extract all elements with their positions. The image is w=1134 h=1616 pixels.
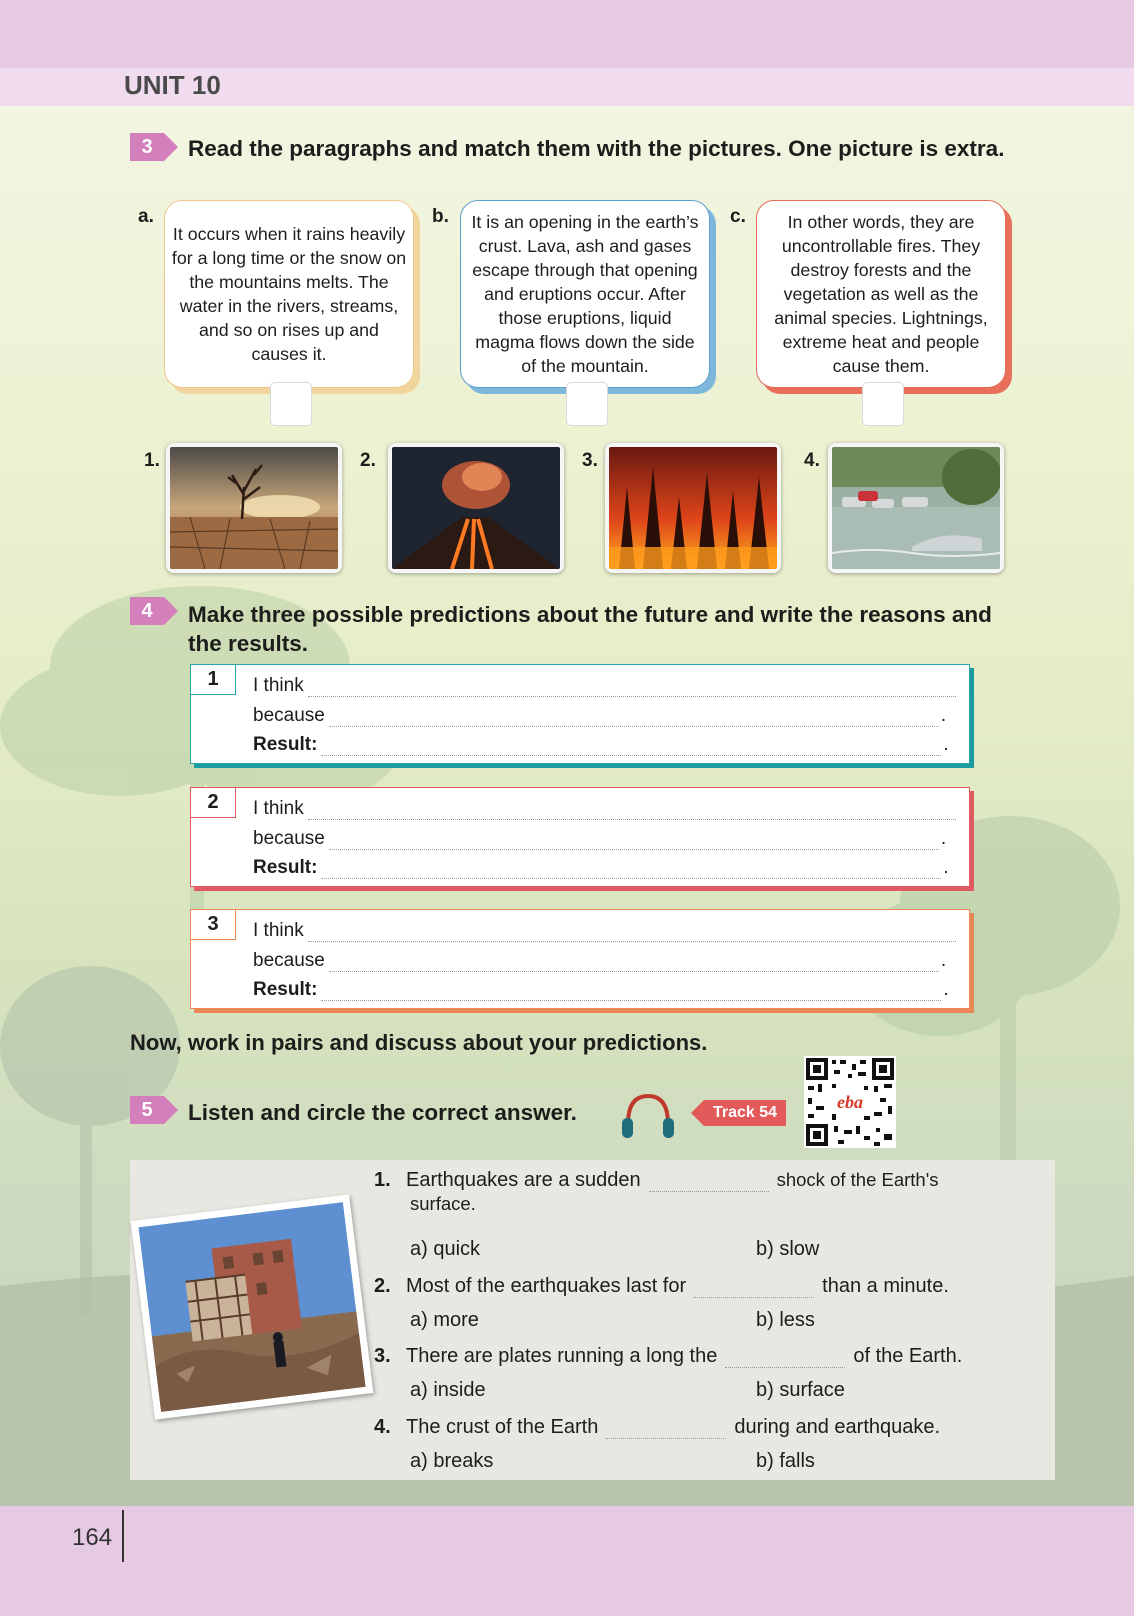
exercise-5-instruction: Listen and circle the correct answer. xyxy=(188,1100,577,1125)
paragraph-letter-b: b. xyxy=(432,206,449,227)
volcano-image xyxy=(388,443,564,573)
forest-fire-image xyxy=(605,443,781,573)
question-4-option-a[interactable]: a) breaks xyxy=(410,1450,494,1472)
earthquake-damage-photo xyxy=(131,1194,374,1419)
track-label[interactable]: Track 54 xyxy=(704,1100,786,1126)
top-band xyxy=(0,0,1134,68)
exercise-3-instruction: Read the paragraphs and match them with the pictures. One picture is extra. xyxy=(188,136,1005,161)
think-line-1[interactable]: I think xyxy=(253,675,956,697)
qr-code[interactable] xyxy=(804,1056,896,1148)
exercise-3-badge: 3 xyxy=(130,133,164,161)
prediction-number-2: 2 xyxy=(191,788,236,818)
paragraph-letter-c: c. xyxy=(730,206,746,227)
question-3-blank[interactable] xyxy=(725,1351,845,1368)
qr-logo-text: eba xyxy=(837,1092,863,1112)
result-line-2[interactable]: Result: . xyxy=(253,857,949,878)
because-line-3[interactable]: because . xyxy=(253,950,947,971)
prediction-number-3: 3 xyxy=(191,910,236,940)
paragraph-c-text: In other words, they are uncontrollable fires. They destroy forests and the vegetation as well as the animal species. Lightnings, extreme heat and people cause them. xyxy=(774,212,988,376)
picture-number-2: 2. xyxy=(360,450,376,471)
question-1-option-b[interactable]: b) slow xyxy=(756,1238,820,1260)
headphones-icon[interactable] xyxy=(620,1090,676,1140)
page-number: 164 xyxy=(72,1524,113,1551)
think-line-2[interactable]: I think xyxy=(253,798,956,820)
paragraph-a-bubble xyxy=(164,200,414,388)
paragraph-b-text: It is an opening in the earth’s crust. Lava, ash and gases escape through that opening and eruptions occur. After those eruptions, liquid magma flows down the side of the mountain. xyxy=(471,212,699,376)
unit-title: UNIT 10 xyxy=(124,70,221,100)
answer-box-a[interactable] xyxy=(270,382,312,426)
drought-image xyxy=(166,443,342,573)
discuss-instruction: Now, work in pairs and discuss about your predictions. xyxy=(130,1030,708,1055)
bottom-band xyxy=(0,1506,1134,1616)
question-1-blank[interactable] xyxy=(649,1175,769,1192)
question-2-blank[interactable] xyxy=(694,1281,814,1298)
question-2-option-b[interactable]: b) less xyxy=(756,1309,815,1331)
answer-box-c[interactable] xyxy=(862,382,904,426)
prediction-box-1 xyxy=(190,664,970,764)
because-line-1[interactable]: because . xyxy=(253,705,947,726)
question-1-continuation: surface. xyxy=(410,1193,476,1214)
prediction-number-1: 1 xyxy=(191,665,236,695)
paragraph-a-text: It occurs when it rains heavily for a long time or the snow on the mountains melts. The water in the rivers, streams, and so on rises up and causes it. xyxy=(171,224,407,364)
question-2: 2. Most of the earthquakes last for than a minute. xyxy=(374,1275,949,1297)
answer-box-b[interactable] xyxy=(566,382,608,426)
question-3: 3. There are plates running a long the of the Earth. xyxy=(374,1345,963,1367)
question-4-blank[interactable] xyxy=(606,1422,726,1439)
question-1: 1. Earthquakes are a sudden shock of the Earth's xyxy=(374,1169,939,1191)
question-1-option-a[interactable]: a) quick xyxy=(410,1238,481,1260)
picture-number-3: 3. xyxy=(582,450,598,471)
question-3-option-a[interactable]: a) inside xyxy=(410,1379,486,1401)
picture-number-1: 1. xyxy=(144,450,160,471)
paragraph-c-bubble xyxy=(756,200,1006,388)
prediction-box-3 xyxy=(190,909,970,1009)
page-number-rule xyxy=(122,1510,124,1562)
picture-number-4: 4. xyxy=(804,450,820,471)
result-line-3[interactable]: Result: . xyxy=(253,979,949,1000)
exercise-4-instruction: Make three possible predictions about the future and write the reasons and the results. xyxy=(188,602,992,656)
question-4: 4. The crust of the Earth during and earthquake. xyxy=(374,1416,941,1438)
question-4-option-b[interactable]: b) falls xyxy=(756,1450,815,1472)
question-2-option-a[interactable]: a) more xyxy=(410,1309,479,1331)
prediction-box-2 xyxy=(190,787,970,887)
because-line-2[interactable]: because . xyxy=(253,828,947,849)
paragraph-b-bubble xyxy=(460,200,710,388)
exercise-5-badge: 5 xyxy=(130,1096,164,1124)
question-3-option-b[interactable]: b) surface xyxy=(756,1379,845,1401)
exercise-4-badge: 4 xyxy=(130,597,164,625)
flood-image xyxy=(828,443,1004,573)
result-line-1[interactable]: Result: . xyxy=(253,734,949,755)
paragraph-letter-a: a. xyxy=(138,206,154,227)
think-line-3[interactable]: I think xyxy=(253,920,956,942)
